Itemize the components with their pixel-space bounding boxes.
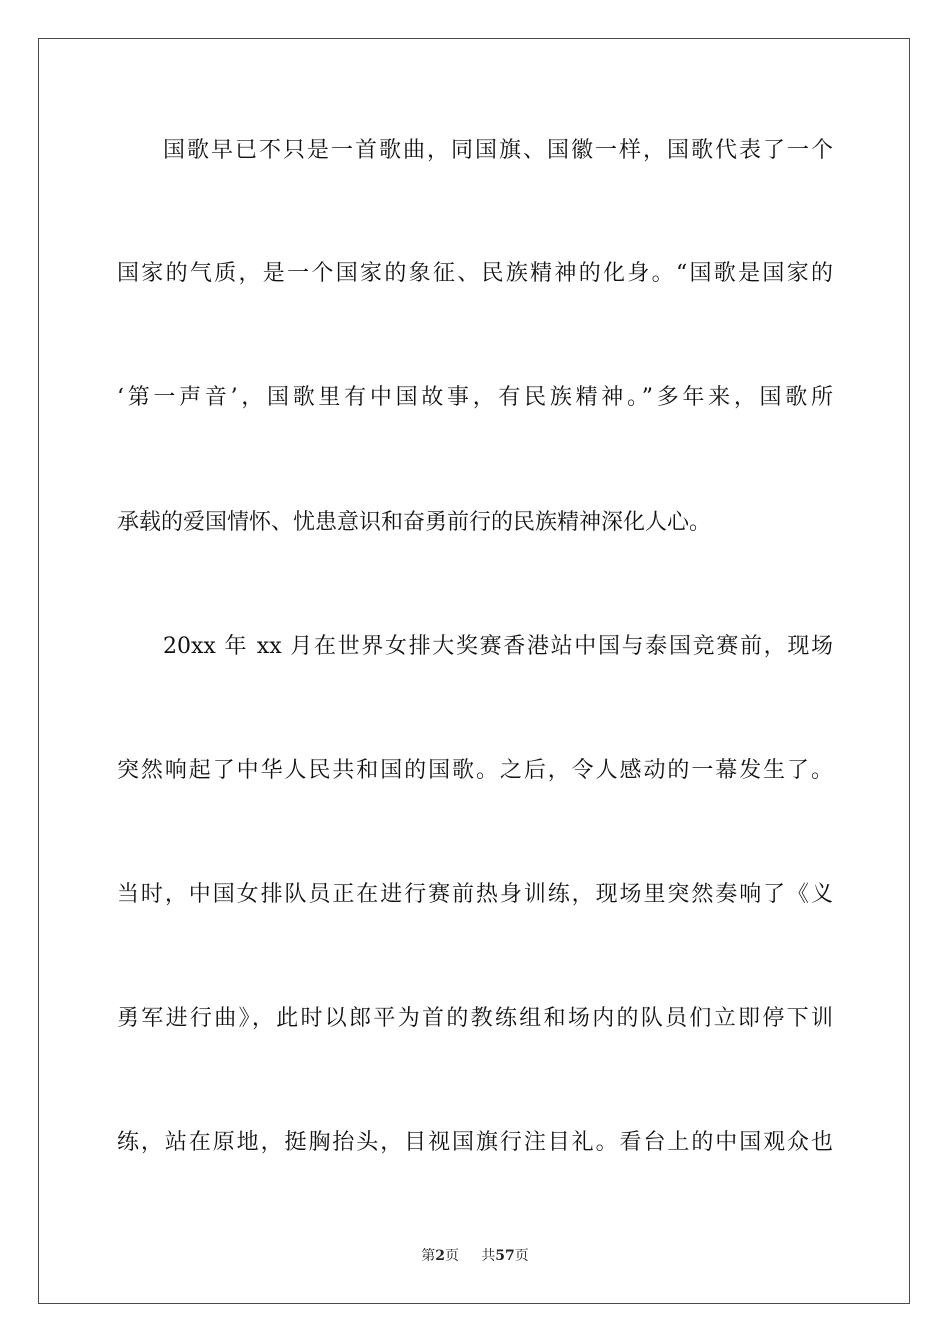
page-number: 2 [435, 1248, 445, 1264]
paragraph-2-line-3: 当时，中国女排队员正在进行赛前热身训练，现场里突然奏响了《义 [117, 882, 833, 907]
paragraph-2-line-5: 练，站在原地，挺胸抬头，目视国旗行注目礼。看台上的中国观众也 [117, 1130, 833, 1155]
paragraph-2-line-1: 20xx 年 xx 月在世界女排大奖赛香港站中国与泰国竞赛前，现场 [163, 634, 833, 659]
paragraph-1-line-3: ‘第一声音’，国歌里有中国故事，有民族精神。”多年来，国歌所 [117, 385, 833, 410]
paragraph-1-line-4: 承载的爱国情怀、忧患意识和奋勇前行的民族精神深化人心。 [117, 510, 712, 535]
page-suffix: 页 [445, 1248, 459, 1264]
paragraph-1-line-2: 国家的气质，是一个国家的象征、民族精神的化身。“国歌是国家的 [117, 261, 833, 286]
total-prefix: 共 [481, 1248, 496, 1264]
page-prefix: 第 [421, 1248, 436, 1264]
paragraph-1-line-1: 国歌早已不只是一首歌曲，同国旗、国徽一样，国歌代表了一个 [163, 138, 833, 163]
total-suffix: 页 [514, 1248, 529, 1264]
page-border [38, 38, 910, 1304]
total-pages: 57 [495, 1248, 515, 1264]
paragraph-2-line-4: 勇军进行曲》，此时以郎平为首的教练组和场内的队员们立即停下训 [117, 1006, 833, 1031]
paragraph-2-line-2: 突然响起了中华人民共和国的国歌。之后，令人感动的一幕发生了。 [117, 758, 833, 783]
page-footer [0, 1246, 950, 1266]
